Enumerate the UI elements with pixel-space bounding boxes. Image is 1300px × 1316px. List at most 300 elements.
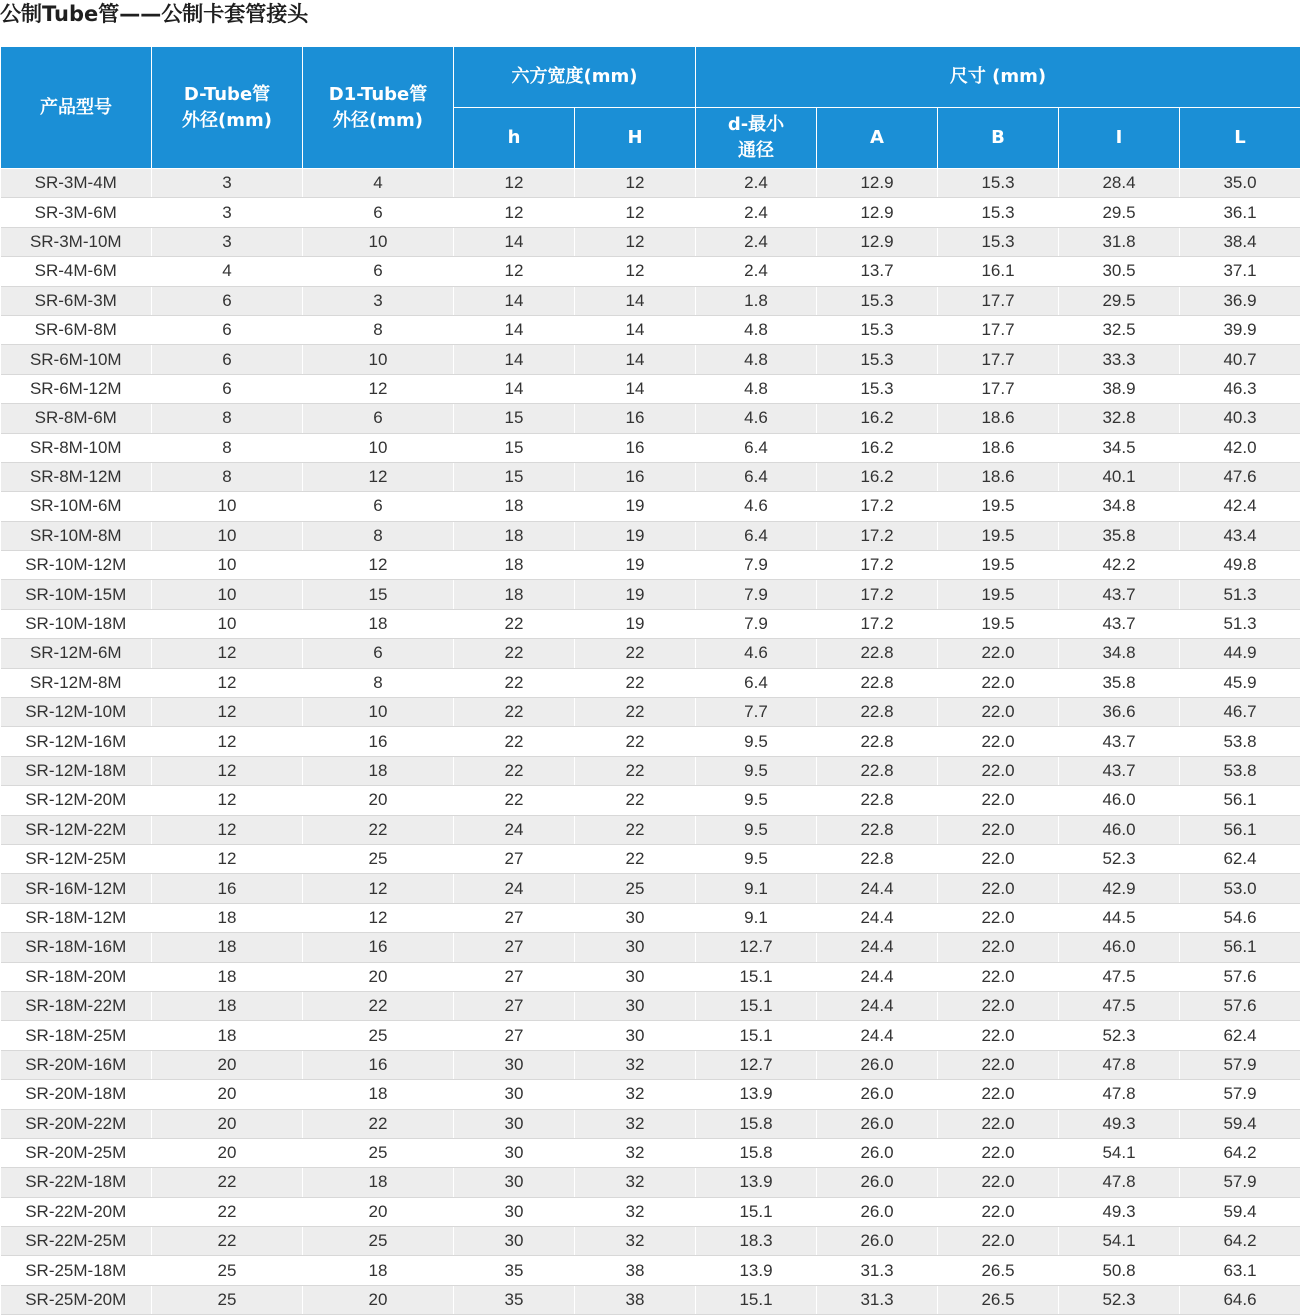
cell-h-big: 32 [575, 1050, 696, 1079]
cell-h-big: 12 [575, 169, 696, 198]
table-row [1, 962, 1300, 991]
cell-l: 36.1 [1180, 198, 1300, 227]
cell-b: 19.5 [938, 551, 1059, 580]
cell-i: 46.0 [1059, 815, 1180, 844]
col-header-d-min [696, 108, 817, 169]
cell-d-tube: 12 [152, 639, 303, 668]
cell-h-small: 27 [454, 844, 575, 873]
cell-d-min: 15.8 [696, 1109, 817, 1138]
table-row [1, 991, 1300, 1020]
cell-h-big: 19 [575, 580, 696, 609]
cell-b: 22.0 [938, 698, 1059, 727]
cell-l: 56.1 [1180, 786, 1300, 815]
cell-d-min: 6.4 [696, 521, 817, 550]
cell-l: 64.2 [1180, 1227, 1300, 1256]
table-row [1, 874, 1300, 903]
cell-d-min: 4.6 [696, 492, 817, 521]
cell-b: 19.5 [938, 492, 1059, 521]
cell-d-min: 9.1 [696, 903, 817, 932]
cell-i: 36.6 [1059, 698, 1180, 727]
cell-h-big: 30 [575, 962, 696, 991]
cell-d1-tube: 16 [303, 1050, 454, 1079]
cell-d1-tube: 6 [303, 404, 454, 433]
col-group-hex-width: 六方宽度(mm) [454, 47, 696, 108]
cell-d-min: 15.1 [696, 962, 817, 991]
cell-d1-tube: 20 [303, 1285, 454, 1314]
cell-d-tube: 8 [152, 433, 303, 462]
cell-d1-tube: 20 [303, 786, 454, 815]
cell-b: 17.7 [938, 345, 1059, 374]
table-row [1, 404, 1300, 433]
cell-d-tube: 20 [152, 1080, 303, 1109]
cell-d1-tube: 25 [303, 1021, 454, 1050]
cell-d1-tube: 10 [303, 433, 454, 462]
cell-d-tube: 12 [152, 756, 303, 785]
cell-l: 46.7 [1180, 698, 1300, 727]
cell-h-big: 32 [575, 1109, 696, 1138]
cell-a: 22.8 [817, 639, 938, 668]
cell-a: 24.4 [817, 874, 938, 903]
cell-a: 24.4 [817, 991, 938, 1020]
cell-l: 53.8 [1180, 756, 1300, 785]
cell-i: 47.8 [1059, 1050, 1180, 1079]
cell-i: 38.9 [1059, 374, 1180, 403]
cell-h-big: 32 [575, 1080, 696, 1109]
cell-d-min: 1.8 [696, 286, 817, 315]
cell-i: 34.5 [1059, 433, 1180, 462]
cell-i: 34.8 [1059, 639, 1180, 668]
cell-b: 22.0 [938, 668, 1059, 697]
col-header-d1-tube-line1: D1-Tube管 [328, 83, 428, 105]
cell-i: 35.8 [1059, 668, 1180, 697]
cell-d1-tube: 8 [303, 668, 454, 697]
cell-d1-tube: 18 [303, 1080, 454, 1109]
cell-b: 22.0 [938, 933, 1059, 962]
col-header-d-tube-line1: D-Tube管 [183, 83, 271, 105]
cell-l: 45.9 [1180, 668, 1300, 697]
cell-h-small: 15 [454, 462, 575, 491]
cell-h-small: 12 [454, 198, 575, 227]
col-header-h-small: h [454, 108, 575, 169]
cell-h-big: 22 [575, 668, 696, 697]
cell-d-tube: 8 [152, 462, 303, 491]
cell-a: 16.2 [817, 462, 938, 491]
cell-b: 22.0 [938, 874, 1059, 903]
cell-l: 59.4 [1180, 1197, 1300, 1226]
cell-d-min: 7.9 [696, 580, 817, 609]
cell-h-big: 38 [575, 1285, 696, 1314]
table-row [1, 1080, 1300, 1109]
cell-b: 15.3 [938, 198, 1059, 227]
cell-l: 38.4 [1180, 227, 1300, 256]
cell-d-min: 12.7 [696, 933, 817, 962]
table-row [1, 1227, 1300, 1256]
cell-b: 26.5 [938, 1256, 1059, 1285]
table-row [1, 1050, 1300, 1079]
cell-a: 24.4 [817, 933, 938, 962]
cell-model: SR-10M-18M [1, 609, 152, 638]
cell-i: 49.3 [1059, 1197, 1180, 1226]
cell-i: 50.8 [1059, 1256, 1180, 1285]
cell-model: SR-12M-8M [1, 668, 152, 697]
table-row [1, 286, 1300, 315]
cell-h-small: 22 [454, 639, 575, 668]
cell-model: SR-18M-16M [1, 933, 152, 962]
cell-h-big: 16 [575, 433, 696, 462]
cell-d1-tube: 20 [303, 962, 454, 991]
cell-model: SR-8M-12M [1, 462, 152, 491]
cell-h-big: 12 [575, 227, 696, 256]
table-row [1, 492, 1300, 521]
cell-d1-tube: 25 [303, 1227, 454, 1256]
cell-i: 34.8 [1059, 492, 1180, 521]
cell-d-tube: 4 [152, 257, 303, 286]
table-row [1, 521, 1300, 550]
cell-model: SR-3M-10M [1, 227, 152, 256]
cell-d1-tube: 12 [303, 874, 454, 903]
cell-h-big: 14 [575, 315, 696, 344]
cell-model: SR-10M-6M [1, 492, 152, 521]
cell-a: 22.8 [817, 727, 938, 756]
cell-h-small: 30 [454, 1050, 575, 1079]
cell-b: 22.0 [938, 844, 1059, 873]
cell-h-big: 22 [575, 639, 696, 668]
cell-d-min: 2.4 [696, 169, 817, 198]
cell-model: SR-10M-8M [1, 521, 152, 550]
cell-d-tube: 18 [152, 991, 303, 1020]
cell-a: 26.0 [817, 1138, 938, 1167]
cell-h-small: 14 [454, 286, 575, 315]
cell-h-big: 30 [575, 903, 696, 932]
cell-b: 22.0 [938, 991, 1059, 1020]
cell-b: 19.5 [938, 521, 1059, 550]
cell-d-min: 7.7 [696, 698, 817, 727]
cell-b: 18.6 [938, 433, 1059, 462]
cell-d-tube: 22 [152, 1168, 303, 1197]
cell-d1-tube: 22 [303, 815, 454, 844]
cell-d1-tube: 25 [303, 844, 454, 873]
table-row [1, 257, 1300, 286]
cell-a: 26.0 [817, 1109, 938, 1138]
cell-d-min: 7.9 [696, 551, 817, 580]
cell-a: 13.7 [817, 257, 938, 286]
cell-d1-tube: 8 [303, 315, 454, 344]
cell-h-big: 32 [575, 1197, 696, 1226]
cell-d-min: 13.9 [696, 1080, 817, 1109]
cell-b: 15.3 [938, 227, 1059, 256]
cell-i: 32.5 [1059, 315, 1180, 344]
table-row [1, 668, 1300, 697]
cell-d-min: 2.4 [696, 257, 817, 286]
cell-h-big: 30 [575, 1021, 696, 1050]
cell-h-small: 30 [454, 1168, 575, 1197]
cell-l: 47.6 [1180, 462, 1300, 491]
cell-a: 15.3 [817, 345, 938, 374]
cell-i: 52.3 [1059, 844, 1180, 873]
cell-d1-tube: 3 [303, 286, 454, 315]
cell-model: SR-12M-16M [1, 727, 152, 756]
cell-d-tube: 10 [152, 492, 303, 521]
cell-l: 53.8 [1180, 727, 1300, 756]
cell-d1-tube: 4 [303, 169, 454, 198]
cell-l: 35.0 [1180, 169, 1300, 198]
cell-i: 47.8 [1059, 1080, 1180, 1109]
cell-h-small: 30 [454, 1138, 575, 1167]
cell-model: SR-3M-6M [1, 198, 152, 227]
cell-d-tube: 10 [152, 609, 303, 638]
cell-d1-tube: 12 [303, 903, 454, 932]
cell-h-big: 25 [575, 874, 696, 903]
table-row [1, 462, 1300, 491]
table-body [1, 169, 1300, 1315]
col-header-d-min-line2: 通径 [738, 140, 774, 161]
cell-h-big: 16 [575, 404, 696, 433]
cell-d-min: 9.5 [696, 815, 817, 844]
table-row [1, 1138, 1300, 1167]
cell-h-big: 38 [575, 1256, 696, 1285]
table-row [1, 1109, 1300, 1138]
cell-h-big: 14 [575, 286, 696, 315]
cell-b: 22.0 [938, 1197, 1059, 1226]
table-row [1, 1168, 1300, 1197]
cell-d1-tube: 12 [303, 374, 454, 403]
col-header-a: A [817, 108, 938, 169]
cell-model: SR-4M-6M [1, 257, 152, 286]
cell-h-small: 22 [454, 668, 575, 697]
cell-h-big: 19 [575, 521, 696, 550]
cell-b: 22.0 [938, 1109, 1059, 1138]
cell-l: 53.0 [1180, 874, 1300, 903]
cell-d-tube: 18 [152, 1021, 303, 1050]
cell-i: 52.3 [1059, 1285, 1180, 1314]
table-row [1, 169, 1300, 198]
cell-l: 40.3 [1180, 404, 1300, 433]
cell-l: 42.4 [1180, 492, 1300, 521]
cell-b: 22.0 [938, 756, 1059, 785]
cell-i: 46.0 [1059, 933, 1180, 962]
cell-d1-tube: 16 [303, 933, 454, 962]
col-header-model: 产品型号 [1, 47, 152, 169]
cell-l: 62.4 [1180, 844, 1300, 873]
cell-b: 22.0 [938, 1138, 1059, 1167]
cell-a: 26.0 [817, 1080, 938, 1109]
cell-i: 29.5 [1059, 198, 1180, 227]
cell-a: 12.9 [817, 198, 938, 227]
cell-d-min: 13.9 [696, 1168, 817, 1197]
cell-d1-tube: 18 [303, 1256, 454, 1285]
cell-l: 54.6 [1180, 903, 1300, 932]
table-row [1, 844, 1300, 873]
cell-b: 17.7 [938, 286, 1059, 315]
cell-a: 17.2 [817, 609, 938, 638]
cell-d-min: 4.8 [696, 345, 817, 374]
cell-b: 18.6 [938, 404, 1059, 433]
cell-i: 40.1 [1059, 462, 1180, 491]
cell-model: SR-6M-10M [1, 345, 152, 374]
cell-h-small: 27 [454, 903, 575, 932]
cell-model: SR-25M-20M [1, 1285, 152, 1314]
cell-d-min: 9.5 [696, 844, 817, 873]
cell-h-small: 15 [454, 404, 575, 433]
cell-h-big: 22 [575, 756, 696, 785]
table-row [1, 639, 1300, 668]
cell-d-tube: 25 [152, 1256, 303, 1285]
cell-l: 49.8 [1180, 551, 1300, 580]
cell-h-big: 14 [575, 374, 696, 403]
cell-d-tube: 25 [152, 1285, 303, 1314]
cell-h-small: 27 [454, 933, 575, 962]
cell-model: SR-3M-4M [1, 169, 152, 198]
cell-d-min: 2.4 [696, 198, 817, 227]
cell-d-tube: 20 [152, 1138, 303, 1167]
cell-a: 17.2 [817, 580, 938, 609]
cell-d1-tube: 6 [303, 492, 454, 521]
cell-d-tube: 3 [152, 169, 303, 198]
table-row [1, 227, 1300, 256]
cell-d-min: 15.1 [696, 1285, 817, 1314]
cell-i: 42.2 [1059, 551, 1180, 580]
table-header [1, 47, 1300, 169]
cell-l: 62.4 [1180, 1021, 1300, 1050]
cell-b: 22.0 [938, 1050, 1059, 1079]
cell-h-big: 12 [575, 198, 696, 227]
cell-h-big: 22 [575, 698, 696, 727]
table-row [1, 698, 1300, 727]
cell-d1-tube: 15 [303, 580, 454, 609]
cell-h-big: 12 [575, 257, 696, 286]
cell-d-tube: 10 [152, 551, 303, 580]
cell-b: 22.0 [938, 1080, 1059, 1109]
table-row [1, 727, 1300, 756]
cell-h-big: 22 [575, 844, 696, 873]
cell-h-big: 22 [575, 815, 696, 844]
cell-d1-tube: 6 [303, 257, 454, 286]
cell-l: 56.1 [1180, 815, 1300, 844]
cell-model: SR-8M-10M [1, 433, 152, 462]
cell-d1-tube: 12 [303, 551, 454, 580]
cell-h-small: 30 [454, 1227, 575, 1256]
cell-b: 22.0 [938, 786, 1059, 815]
cell-i: 43.7 [1059, 609, 1180, 638]
cell-d-tube: 6 [152, 374, 303, 403]
table-row [1, 1285, 1300, 1314]
cell-l: 64.2 [1180, 1138, 1300, 1167]
cell-i: 44.5 [1059, 903, 1180, 932]
cell-d-tube: 6 [152, 315, 303, 344]
cell-a: 31.3 [817, 1285, 938, 1314]
table-row [1, 815, 1300, 844]
cell-d-tube: 10 [152, 580, 303, 609]
cell-d-min: 15.1 [696, 1197, 817, 1226]
cell-a: 15.3 [817, 315, 938, 344]
table-row [1, 756, 1300, 785]
col-header-b: B [938, 108, 1059, 169]
cell-h-small: 18 [454, 551, 575, 580]
cell-model: SR-18M-12M [1, 903, 152, 932]
cell-d-min: 12.7 [696, 1050, 817, 1079]
cell-model: SR-6M-12M [1, 374, 152, 403]
cell-h-small: 35 [454, 1285, 575, 1314]
table-row [1, 1021, 1300, 1050]
page-title: 公制Tube管——公制卡套管接头 [0, 2, 309, 26]
cell-d-min: 15.8 [696, 1138, 817, 1167]
cell-d-tube: 6 [152, 345, 303, 374]
cell-i: 43.7 [1059, 727, 1180, 756]
table-row [1, 786, 1300, 815]
cell-b: 22.0 [938, 1021, 1059, 1050]
cell-l: 46.3 [1180, 374, 1300, 403]
cell-model: SR-22M-18M [1, 1168, 152, 1197]
cell-b: 16.1 [938, 257, 1059, 286]
cell-i: 43.7 [1059, 580, 1180, 609]
cell-b: 22.0 [938, 962, 1059, 991]
cell-l: 36.9 [1180, 286, 1300, 315]
cell-d1-tube: 20 [303, 1197, 454, 1226]
cell-h-small: 12 [454, 257, 575, 286]
cell-h-big: 14 [575, 345, 696, 374]
cell-b: 22.0 [938, 639, 1059, 668]
cell-d1-tube: 10 [303, 345, 454, 374]
table-row [1, 1197, 1300, 1226]
cell-i: 47.8 [1059, 1168, 1180, 1197]
cell-d-min: 9.5 [696, 727, 817, 756]
cell-l: 39.9 [1180, 315, 1300, 344]
cell-d-tube: 20 [152, 1109, 303, 1138]
cell-h-small: 15 [454, 433, 575, 462]
cell-h-small: 22 [454, 609, 575, 638]
cell-b: 15.3 [938, 169, 1059, 198]
cell-h-big: 30 [575, 933, 696, 962]
cell-model: SR-12M-18M [1, 756, 152, 785]
cell-d1-tube: 22 [303, 991, 454, 1020]
cell-l: 63.1 [1180, 1256, 1300, 1285]
cell-d-min: 9.5 [696, 786, 817, 815]
cell-b: 18.6 [938, 462, 1059, 491]
cell-d-tube: 16 [152, 874, 303, 903]
table-row [1, 198, 1300, 227]
cell-d-min: 4.6 [696, 404, 817, 433]
cell-h-small: 27 [454, 962, 575, 991]
cell-h-small: 18 [454, 580, 575, 609]
cell-model: SR-8M-6M [1, 404, 152, 433]
cell-h-small: 30 [454, 1080, 575, 1109]
col-group-dimensions: 尺寸 (mm) [696, 47, 1300, 108]
cell-h-big: 19 [575, 551, 696, 580]
cell-a: 22.8 [817, 786, 938, 815]
cell-model: SR-18M-25M [1, 1021, 152, 1050]
cell-i: 54.1 [1059, 1227, 1180, 1256]
cell-model: SR-25M-18M [1, 1256, 152, 1285]
cell-h-small: 22 [454, 786, 575, 815]
cell-l: 42.0 [1180, 433, 1300, 462]
cell-model: SR-12M-10M [1, 698, 152, 727]
cell-d-min: 6.4 [696, 668, 817, 697]
table-row [1, 315, 1300, 344]
cell-d-min: 6.4 [696, 433, 817, 462]
table-row [1, 345, 1300, 374]
col-header-l: L [1180, 108, 1300, 169]
cell-d1-tube: 18 [303, 609, 454, 638]
cell-b: 26.5 [938, 1285, 1059, 1314]
cell-i: 46.0 [1059, 786, 1180, 815]
cell-model: SR-20M-16M [1, 1050, 152, 1079]
cell-d-min: 13.9 [696, 1256, 817, 1285]
table-row [1, 580, 1300, 609]
cell-h-small: 27 [454, 991, 575, 1020]
cell-i: 28.4 [1059, 169, 1180, 198]
cell-h-small: 22 [454, 698, 575, 727]
cell-b: 19.5 [938, 609, 1059, 638]
